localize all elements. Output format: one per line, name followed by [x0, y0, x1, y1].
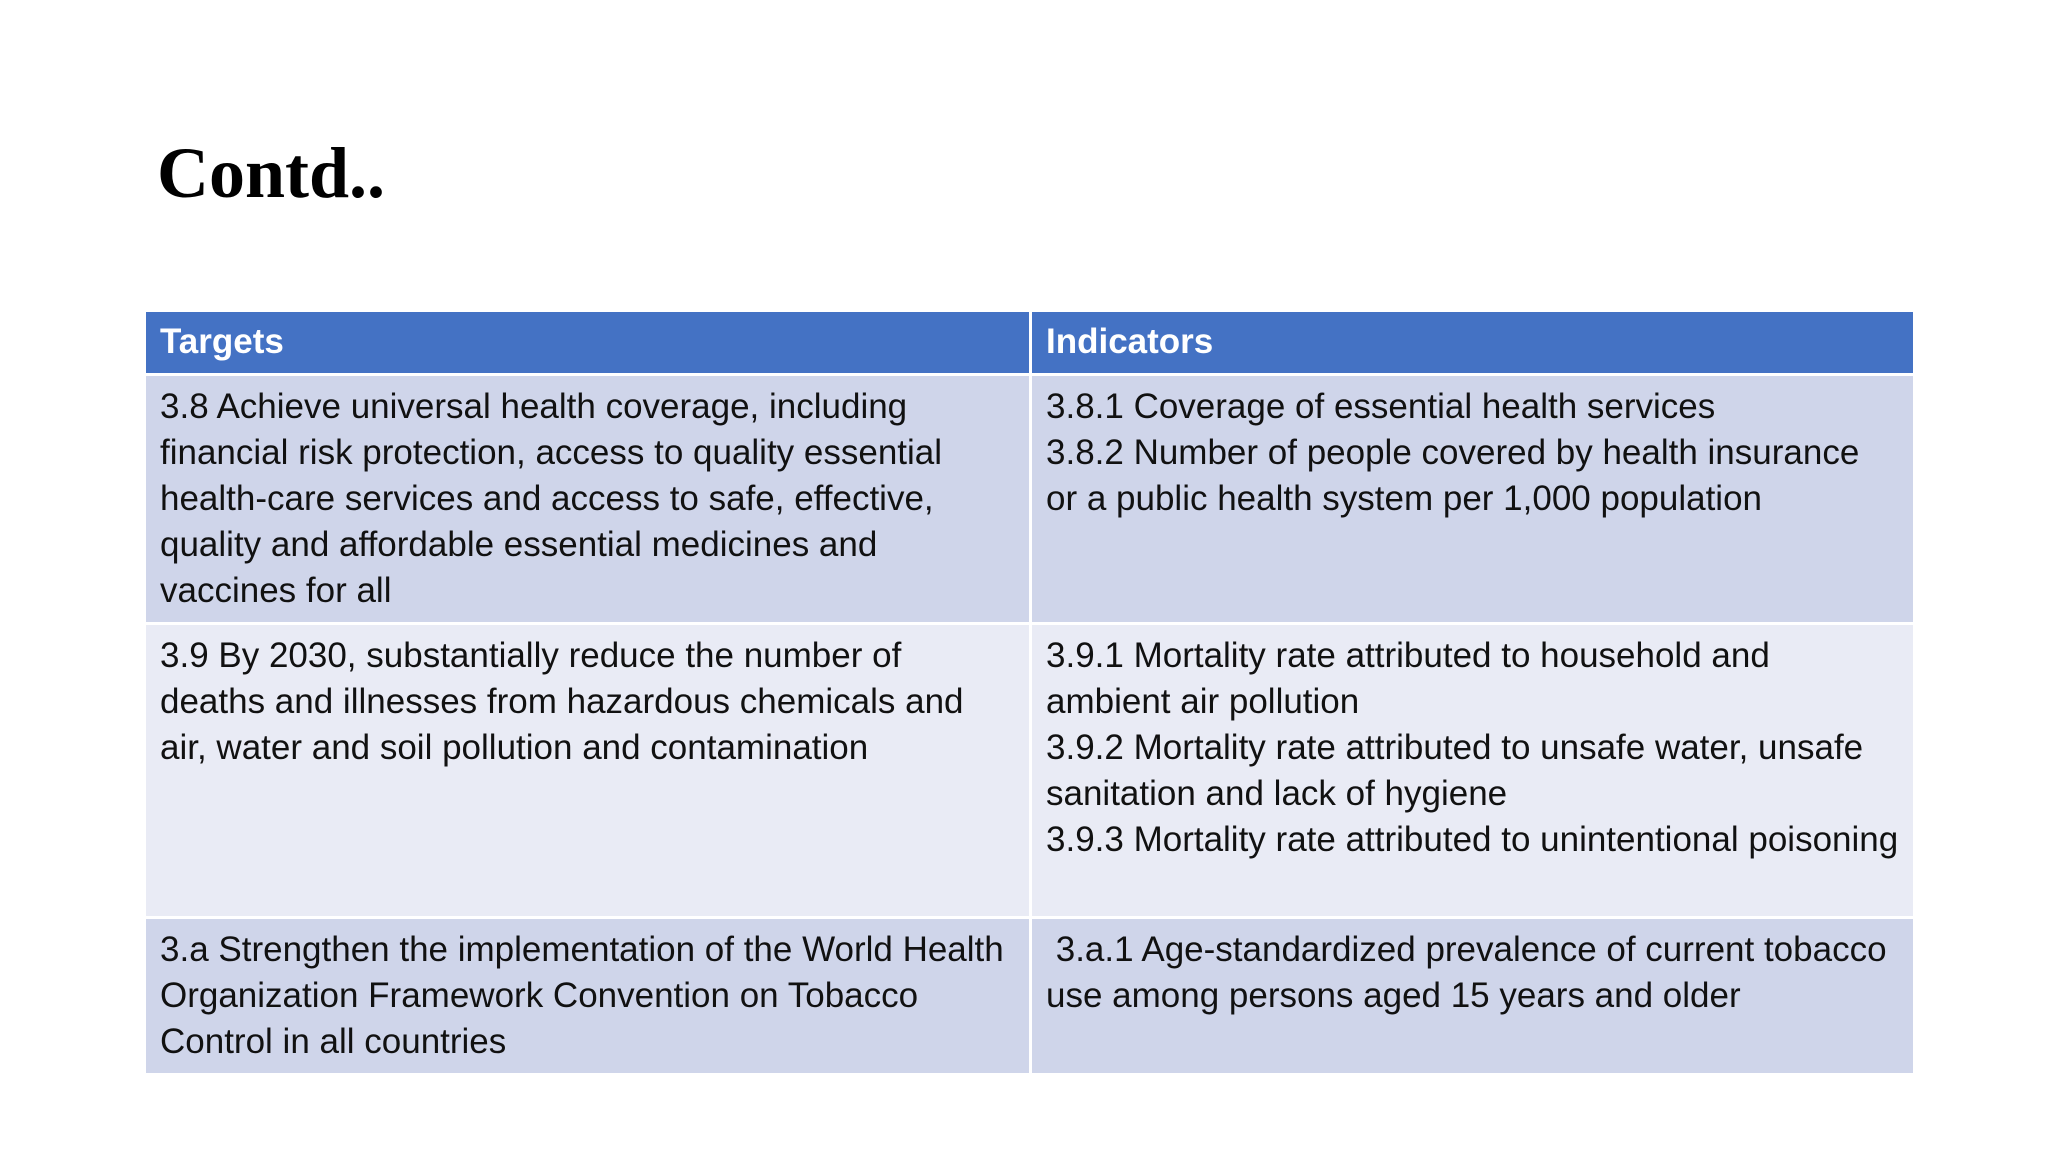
slide-title: Contd.. — [157, 133, 386, 213]
indicator-text: 3.8.1 Coverage of essential health services — [1046, 387, 1716, 426]
header-targets: Targets — [145, 311, 1031, 375]
indicators-cell — [1031, 375, 1915, 624]
target-cell: 3.a Strengthen the implementation of the World Health Organization Framework Convention on Tobacco Control in all countries — [145, 918, 1031, 1075]
indicator-text: 3.9.1 Mortality rate attributed to household and ambient air pollution — [1046, 636, 1770, 721]
target-cell: 3.9 By 2030, substantially reduce the number of deaths and illnesses from hazardous chemicals and air, water and soil pollution and contamination — [145, 624, 1031, 918]
table-row — [145, 375, 1915, 624]
indicator-text: 3.9.2 Mortality rate attributed to unsafe water, unsafe sanitation and lack of hygiene — [1046, 728, 1864, 813]
indicator-text: 3.8.2 Number of people covered by health insurance or a public health system per 1,000 population — [1046, 433, 1860, 518]
table-row — [145, 624, 1915, 918]
targets-indicators-table — [143, 309, 1916, 1076]
indicator-text: 3.9.3 Mortality rate attributed to unintentional poisoning — [1046, 820, 1899, 859]
header-indicators: Indicators — [1031, 311, 1915, 375]
table-row — [145, 918, 1915, 1075]
target-cell: 3.8 Achieve universal health coverage, including financial risk protection, access to quality essential health-care services and access to safe, effective, quality and affordable essential medicines and vaccines for all — [145, 375, 1031, 624]
table-header-row — [145, 311, 1915, 375]
indicator-text: 3.a.1 Age-standardized prevalence of current tobacco use among persons aged 15 years and older — [1046, 930, 1897, 1015]
indicators-cell — [1031, 624, 1915, 918]
indicators-cell — [1031, 918, 1915, 1075]
